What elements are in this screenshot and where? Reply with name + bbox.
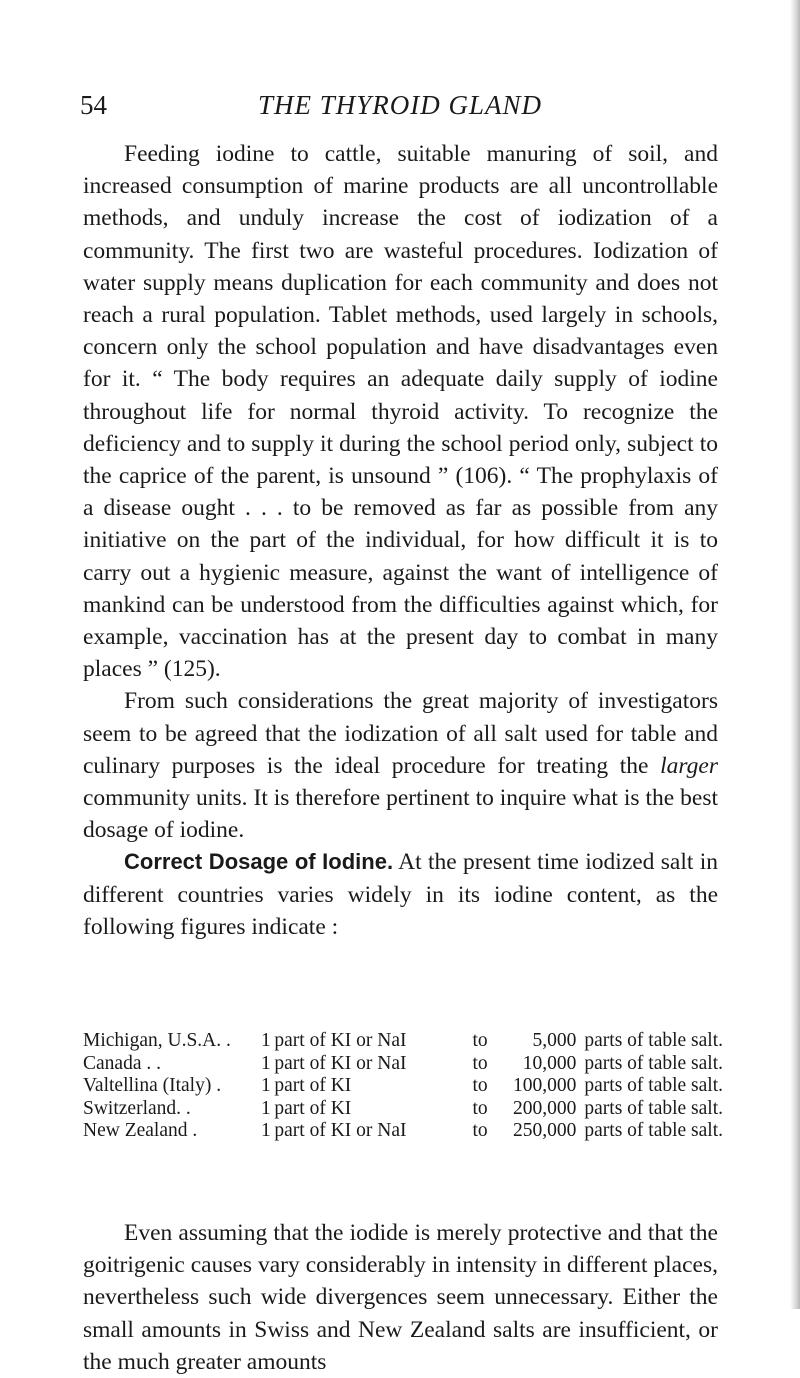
table-row: [83, 1030, 723, 1053]
table-cell-salt: part of KI or NaI: [274, 1120, 407, 1141]
table-cell-place: Canada . .: [83, 1052, 161, 1074]
iodine-content-table: [83, 1030, 723, 1143]
table-cell-salt: part of KI: [274, 1097, 352, 1119]
table-cell-num: 1: [261, 1097, 271, 1119]
paragraph-text: At the present time iodized salt in different countries varies widely in its iodine content, as the following figures indicate :: [83, 849, 718, 940]
table-cell-to: to: [472, 1120, 488, 1141]
page-edge-shadow: [790, 0, 800, 1309]
table-cell-place: Valtellina (Italy) .: [83, 1075, 222, 1096]
emphasis-larger: larger: [660, 752, 718, 779]
table-cell-parts: 100,000: [513, 1075, 577, 1096]
table-cell-to: to: [472, 1030, 488, 1051]
table-cell-place: New Zealand .: [83, 1120, 198, 1141]
table-cell-num: 1: [261, 1052, 271, 1074]
table-cell-parts: 200,000: [513, 1097, 577, 1119]
table-row: [83, 1053, 723, 1076]
paragraph-text: Even assuming that the iodide is merely protective and that the goitrigenic causes vary considerably in intensity in different places, nevertheless such wide divergences seem unnecessary. Either the small amounts in Swiss and New Zealand salts are insufficient, or the much greater amounts: [83, 1220, 718, 1375]
table-cell-tail: parts of table salt.: [584, 1120, 723, 1141]
table-cell-to: to: [472, 1052, 488, 1074]
paragraph-feeding-iodine: [83, 138, 718, 685]
table-cell-parts: 5,000: [532, 1030, 577, 1051]
table-cell-to: to: [472, 1075, 488, 1096]
paragraph-text: Feeding iodine to cattle, suitable manuring of soil, and increased consumption of marine products are all uncontrollable methods, and unduly increase the cost of iodization of a community. The first two are wasteful procedures. Iodization of water supply means duplication for each community and does not reach a rural population. Tablet methods, used largely in schools, concern only the school population and have disadvantages even for it. “ The body requires an adequate daily supply of iodine throughout life for normal thyroid activity. To recognize the deficiency and to supply it during the school period only, subject to the caprice of the parent, is unsound ” (106). “ The prophylaxis of a disease ought . . . to be removed as far as possible from any initiative on the part of the individual, for how difficult it is to carry out a hygienic measure, against the want of intelligence of mankind can be understood from the difficulties against which, for example, vaccination has at the present day to combat in many places ” (125).: [83, 141, 718, 683]
running-title: THE THYROID GLAND: [257, 90, 543, 120]
table-cell-salt: part of KI or NaI: [274, 1052, 407, 1074]
table-cell-tail: parts of table salt.: [584, 1030, 723, 1051]
section-heading: Correct Dosage of Iodine.: [124, 849, 394, 875]
body-block-top: [83, 138, 718, 943]
paragraph-text-after: community units. It is therefore pertinent to inquire what is the best dosage of iodine.: [83, 785, 718, 844]
table-cell-to: to: [472, 1097, 488, 1119]
body-block-bottom: [83, 1217, 718, 1378]
table-cell-tail: parts of table salt.: [584, 1097, 723, 1119]
table-cell-num: 1: [261, 1075, 271, 1096]
table-cell-tail: parts of table salt.: [584, 1052, 723, 1074]
table-cell-num: 1: [261, 1030, 271, 1051]
table-cell-num: 1: [261, 1120, 271, 1141]
page-number: 54: [80, 90, 107, 120]
paragraph-considerations: [83, 685, 718, 846]
paragraph-correct-dosage: [83, 846, 718, 943]
page-header: [80, 90, 720, 124]
table-row: [83, 1098, 723, 1121]
table-cell-parts: 10,000: [522, 1052, 577, 1074]
table-cell-salt: part of KI or NaI: [274, 1030, 407, 1051]
table-row: [83, 1120, 723, 1143]
table-cell-place: Michigan, U.S.A. .: [83, 1030, 231, 1051]
paragraph-text-before: From such considerations the great majority of investigators seem to be agreed that the iodization of all salt used for table and culinary purposes is the ideal procedure for treating the: [83, 688, 718, 779]
table-cell-parts: 250,000: [513, 1120, 577, 1141]
table-cell-tail: parts of table salt.: [584, 1075, 723, 1096]
table-cell-place: Switzerland. .: [83, 1097, 191, 1119]
table-cell-salt: part of KI: [274, 1075, 352, 1096]
paragraph-even-assuming: [83, 1217, 718, 1378]
table-row: [83, 1075, 723, 1098]
